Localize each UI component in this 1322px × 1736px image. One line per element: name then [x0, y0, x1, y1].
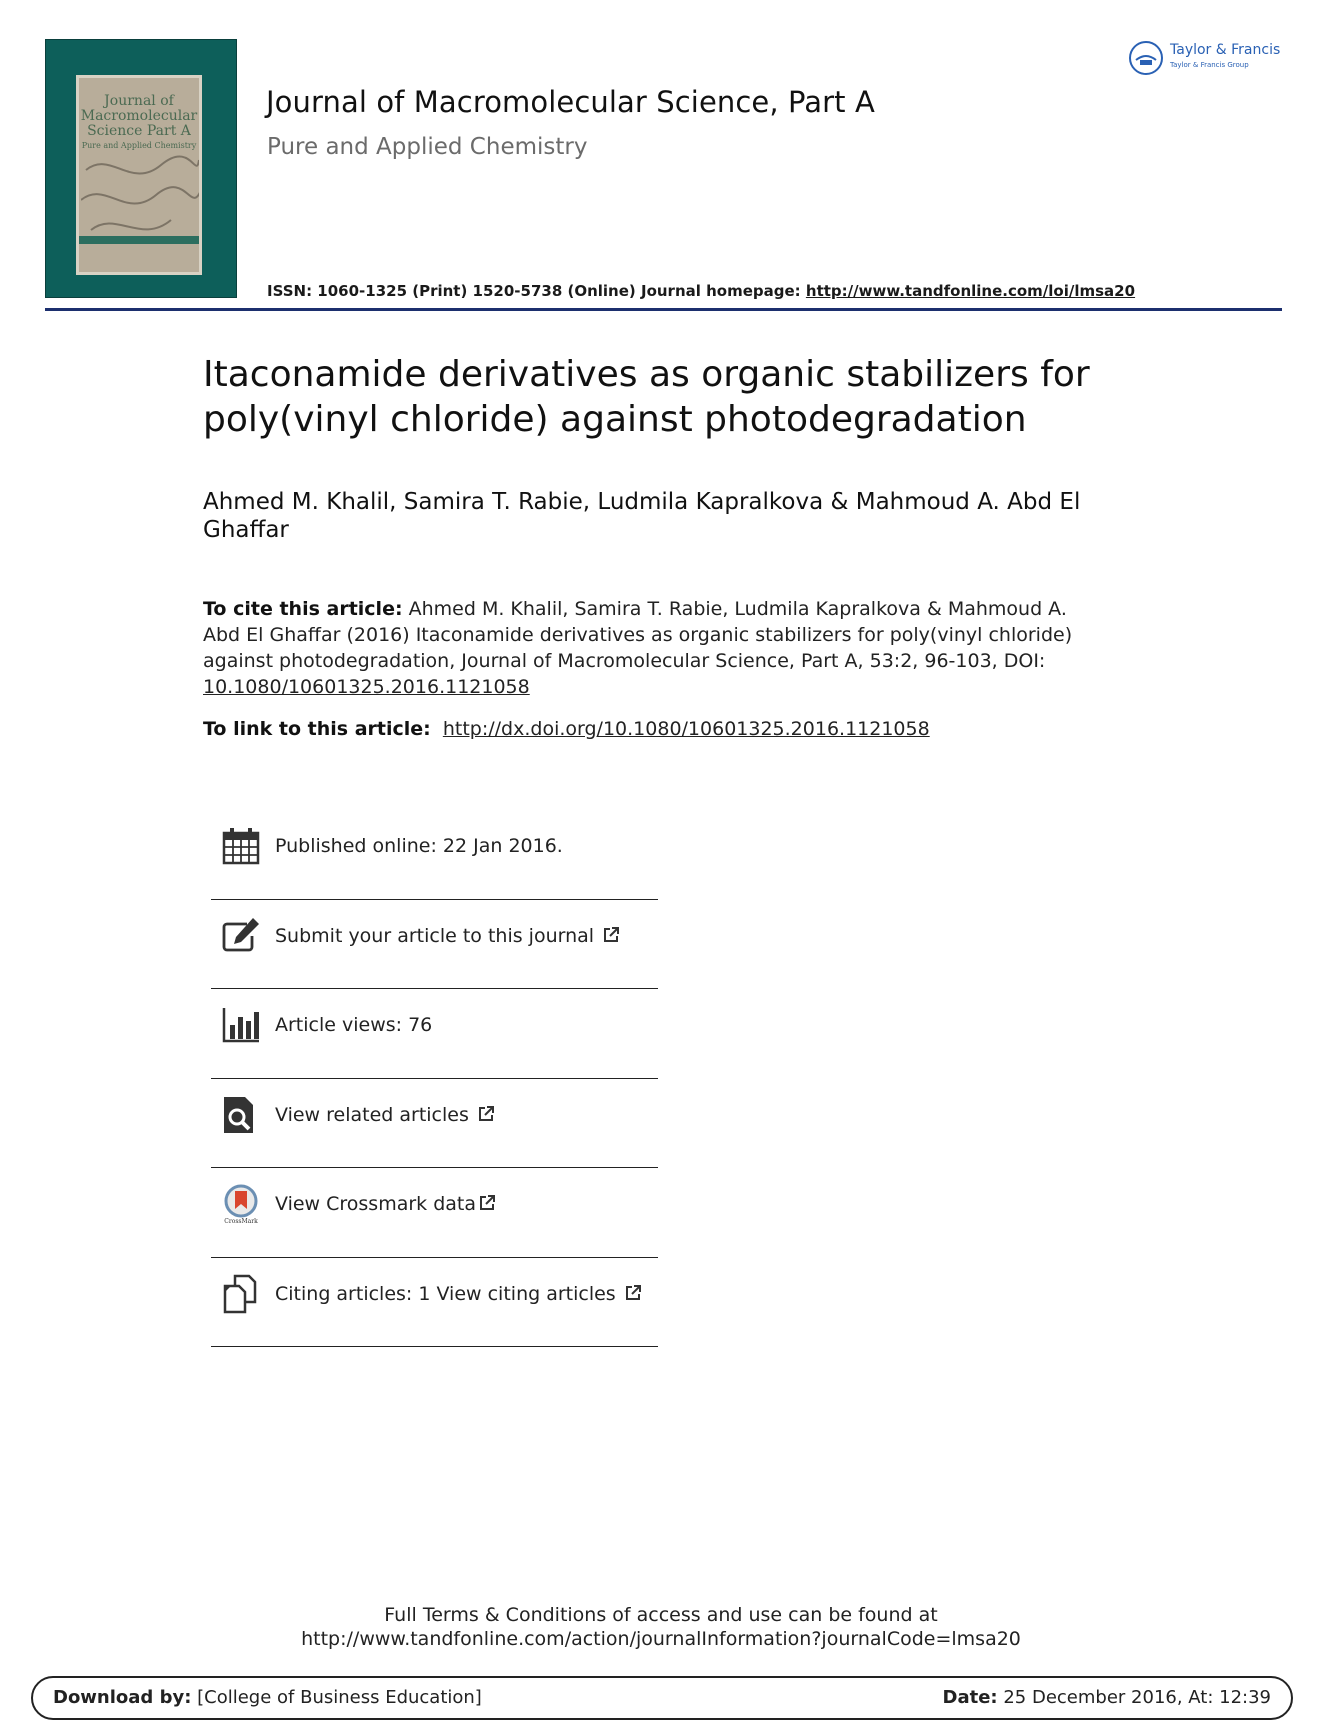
- cover-title: Journal of Macromolecular Science Part A: [80, 93, 198, 139]
- crossmark-link[interactable]: [275, 1193, 496, 1215]
- journal-subtitle: Pure and Applied Chemistry: [267, 134, 588, 160]
- terms-line-1: Full Terms & Conditions of access and use can be found at: [384, 1604, 938, 1626]
- download-date: [943, 1687, 1271, 1708]
- external-link-icon: [477, 1105, 495, 1123]
- related-articles-label: View related articles: [275, 1103, 469, 1126]
- citing-icon: [221, 1274, 261, 1314]
- citation-block: [203, 596, 1123, 700]
- authors-line-2: Ghaffar: [203, 517, 289, 543]
- submit-article-item[interactable]: [211, 900, 658, 990]
- date-label: Date:: [942, 1687, 998, 1708]
- crossmark-icon: [221, 1184, 261, 1224]
- article-title-line-2: poly(vinyl chloride) against photodegradation: [203, 399, 1027, 440]
- bar-chart-icon: [221, 1005, 261, 1045]
- citation-line-2: Abd El Ghaffar (2016) Itaconamide derivatives as organic stabilizers for poly(vinyl chloride): [203, 624, 1073, 646]
- article-info-list: [211, 810, 658, 1347]
- publisher-name: Taylor & Francis: [1170, 42, 1281, 58]
- related-search-icon: [221, 1095, 261, 1135]
- related-articles-item[interactable]: [211, 1079, 658, 1169]
- download-info-bar: [31, 1676, 1293, 1720]
- issn-line: [267, 282, 1135, 300]
- citing-articles-label: Citing articles: 1 View citing articles: [275, 1282, 616, 1305]
- authors-line-1: Ahmed M. Khalil, Samira T. Rabie, Ludmila Kapralkova & Mahmoud A. Abd El: [203, 489, 1081, 515]
- submit-article-link[interactable]: [275, 925, 620, 947]
- journal-homepage-link[interactable]: http://www.tandfonline.com/loi/lmsa20: [805, 282, 1136, 300]
- calendar-icon: [221, 826, 261, 866]
- journal-cover-image: [45, 39, 237, 298]
- external-link-icon: [478, 1194, 496, 1212]
- article-title-line-1: Itaconamide derivatives as organic stabilizers for: [203, 354, 1090, 395]
- external-link-icon: [624, 1284, 642, 1302]
- article-views-item: [211, 989, 658, 1079]
- published-online-label: Published online: 22 Jan 2016.: [275, 835, 563, 857]
- download-by: [53, 1687, 482, 1708]
- article-doi-url[interactable]: http://dx.doi.org/10.1080/10601325.2016.1121058: [442, 718, 930, 740]
- article-link-label: To link to this article:: [203, 718, 431, 740]
- download-label: Download by:: [53, 1687, 192, 1708]
- crossmark-caption: CrossMark: [224, 1218, 258, 1224]
- article-link-line: [203, 718, 930, 740]
- date-value: 25 December 2016, At: 12:39: [997, 1687, 1271, 1708]
- cover-pattern: [81, 150, 201, 240]
- publisher-logo-icon: [1128, 40, 1164, 76]
- download-value: [College of Business Education]: [191, 1687, 482, 1708]
- published-online-item: [211, 810, 658, 900]
- terms-url[interactable]: http://www.tandfonline.com/action/journalInformation?journalCode=lmsa20: [301, 1628, 1021, 1650]
- article-authors: [203, 488, 1163, 544]
- publisher-logo[interactable]: [1128, 38, 1288, 78]
- journal-title: Journal of Macromolecular Science, Part A: [266, 85, 875, 119]
- cover-band: [79, 236, 199, 244]
- citation-line-3: against photodegradation, Journal of Macromolecular Science, Part A, 53:2, 96-103, DOI:: [203, 650, 1046, 672]
- publisher-group: Taylor & Francis Group: [1170, 61, 1249, 69]
- edit-icon: [221, 916, 261, 956]
- header-divider: [45, 308, 1282, 311]
- citing-articles-link[interactable]: [275, 1283, 642, 1305]
- citation-line-1: Ahmed M. Khalil, Samira T. Rabie, Ludmila Kapralkova & Mahmoud A.: [402, 598, 1067, 620]
- article-views-label: Article views: 76: [275, 1014, 433, 1036]
- submit-article-label: Submit your article to this journal: [275, 924, 595, 947]
- related-articles-link[interactable]: [275, 1104, 495, 1126]
- cover-subtitle: Pure and Applied Chemistry: [81, 141, 197, 150]
- crossmark-item[interactable]: [211, 1168, 658, 1258]
- citation-label: To cite this article:: [203, 598, 403, 620]
- cover-panel: [76, 75, 202, 275]
- issn-text: ISSN: 1060-1325 (Print) 1520-5738 (Online) Journal homepage:: [267, 282, 806, 300]
- external-link-icon: [602, 926, 620, 944]
- crossmark-label: View Crossmark data: [275, 1193, 477, 1215]
- terms-and-conditions: [0, 1603, 1322, 1651]
- article-title: [203, 352, 1163, 442]
- citation-doi-link[interactable]: 10.1080/10601325.2016.1121058: [203, 676, 530, 698]
- citing-articles-item[interactable]: [211, 1258, 658, 1348]
